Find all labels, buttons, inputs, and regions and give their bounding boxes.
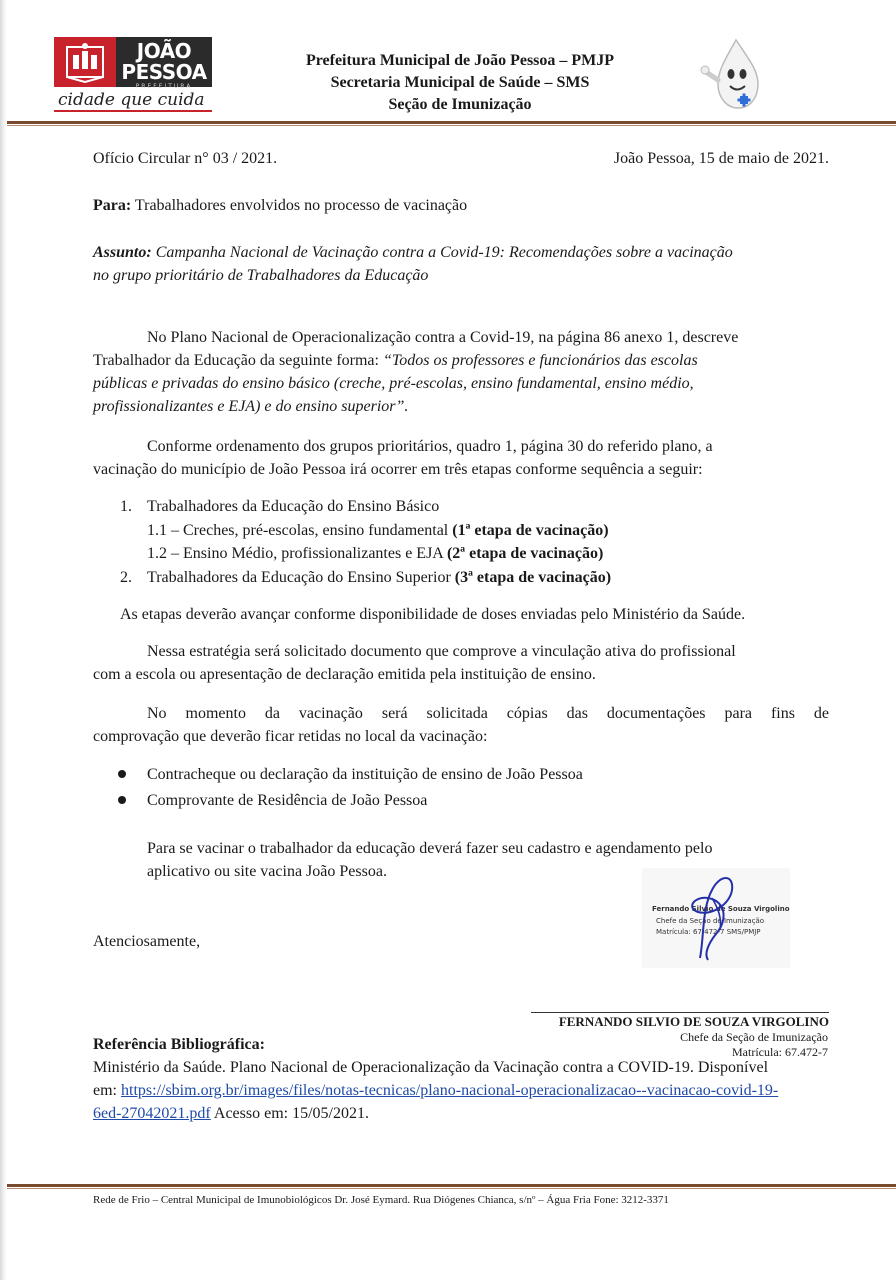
logo-tagline: cidade que cuida <box>58 90 205 110</box>
reference-link[interactable]: https://sbim.org.br/images/files/notas-tecnicas/plano-nacional-operacionalizacao--vacinacao-covid-19- <box>121 1082 779 1099</box>
list-subitem-1-2-stage: (2ª etapa de vacinação) <box>446 545 604 562</box>
list-item-2-number: 2. <box>120 569 132 586</box>
paragraph1-line2 <box>93 349 698 372</box>
paragraph4-line1: Nessa estratégia será solicitado documento que comprove a vinculação ativa do profissional <box>147 643 736 660</box>
list-subitem-1-1-stage: (1ª etapa de vacinação) <box>452 522 609 539</box>
list-subitem-1-2 <box>147 542 603 565</box>
bullet-icon <box>118 770 126 778</box>
paragraph6-line1: Para se vacinar o trabalhador da educação deverá fazer seu cadastro e agendamento pelo <box>147 840 713 857</box>
list-item-1-number: 1. <box>120 498 132 515</box>
reference-link-continued[interactable]: 6ed-27042021.pdf <box>93 1105 211 1122</box>
paragraph3: As etapas deverão avançar conforme disponibilidade de doses enviadas pelo Ministério da Saúde. <box>120 606 746 623</box>
paragraph1-line1: No Plano Nacional de Operacionalização contra a Covid-19, na página 86 anexo 1, descreve <box>147 329 739 346</box>
reference-line2 <box>93 1079 778 1102</box>
paragraph1-line4: profissionalizantes e EJA) e do ensino superior”. <box>93 398 409 415</box>
doc-date: João Pessoa, 15 de maio de 2021. <box>613 150 829 167</box>
stamp-name: Fernando Silvio de Souza Virgolino <box>652 905 790 913</box>
stamp-registration: Matrícula: 67.472-7 SMS/PMJP <box>656 928 761 936</box>
list-subitem-1-1-text: 1.1 – Creches, pré-escolas, ensino fundamental <box>147 522 453 539</box>
signature-line <box>531 1012 829 1013</box>
subject-line2: no grupo prioritário de Trabalhadores da Educação <box>93 267 429 284</box>
page-edge-shadow <box>0 0 7 1280</box>
footer-address: Rede de Frio – Central Municipal de Imunobiológicos Dr. José Eymard. Rua Diógenes Chianca, s/nº – Água Fria Fone: 3212-3371 <box>93 1194 669 1206</box>
signatory-name: FERNANDO SILVIO DE SOUZA VIRGOLINO <box>558 1014 829 1029</box>
header-title-line1: Prefeitura Municipal de João Pessoa – PMJP <box>305 52 615 69</box>
recipient-text: Trabalhadores envolvidos no processo de vacinação <box>131 197 468 214</box>
recipient-line <box>93 194 467 217</box>
signatory-role: Chefe da Seção de Imunização <box>680 1030 828 1044</box>
bullet-icon <box>118 796 126 804</box>
handwritten-signature-icon <box>642 868 790 968</box>
subject-line1 <box>93 241 829 264</box>
list-subitem-1-1 <box>147 519 609 542</box>
paragraph6-line2: aplicativo ou site vacina João Pessoa. <box>147 863 387 880</box>
footer-divider <box>7 1184 896 1187</box>
stamp-role: Chefe da Seção de Imunização <box>656 917 765 925</box>
paragraph2-line1: Conforme ordenamento dos grupos prioritários, quadro 1, página 30 do referido plano, a <box>147 438 713 455</box>
paragraph1-line2-a: Trabalhador da Educação da seguinte forma: <box>93 352 383 369</box>
list-subitem-1-2-text: 1.2 – Ensino Médio, profissionalizantes e EJA <box>147 545 447 562</box>
bullet-item-1: Contracheque ou declaração da instituição de ensino de João Pessoa <box>147 766 583 783</box>
list-item-2-stage: (3ª etapa de vacinação) <box>454 569 612 586</box>
city-logo <box>54 37 212 90</box>
doc-number: Ofício Circular n° 03 / 2021. <box>93 150 278 167</box>
paragraph4-line2: com a escola ou apresentação de declaração emitida pela instituição de ensino. <box>93 666 596 683</box>
signature-stamp <box>642 868 790 968</box>
bullet-item-2: Comprovante de Residência de João Pessoa <box>147 792 428 809</box>
signatory-registration: Matrícula: 67.472-7 <box>732 1045 828 1059</box>
subject-label: Assunto: <box>93 244 152 261</box>
reference-access-date: Acesso em: 15/05/2021. <box>210 1105 369 1122</box>
footer-divider-thin <box>7 1188 896 1189</box>
reference-heading: Referência Bibliográfica: <box>93 1036 265 1053</box>
paragraph1-line3: públicas e privadas do ensino básico (creche, pré-escolas, ensino fundamental, ensino médio, <box>93 375 694 392</box>
header-divider-thin <box>7 125 896 126</box>
reference-line3 <box>93 1102 369 1125</box>
closing: Atenciosamente, <box>93 933 201 950</box>
subject-text: Campanha Nacional de Vacinação contra a Covid-19: Recomendações sobre a vacinação <box>151 244 733 261</box>
list-item-2-text: Trabalhadores da Educação do Ensino Superior <box>147 569 455 586</box>
header-title-line2: Secretaria Municipal de Saúde – SMS <box>330 74 590 91</box>
vaccine-drop-mascot-icon <box>696 36 776 116</box>
paragraph1-line2-b: “Todos os professores e funcionários das escolas <box>382 352 698 369</box>
logo-underline <box>54 110 212 112</box>
header-divider <box>7 121 896 124</box>
paragraph5-line2: comprovação que deverão ficar retidas no local da vacinação: <box>93 728 488 745</box>
logo-wordmark: JOÃO PESSOA PREFEITURA <box>116 37 212 87</box>
paragraph5-line1: No momento da vacinação será solicitada cópias das documentações para fins de <box>147 705 829 722</box>
coat-of-arms-icon <box>54 37 116 87</box>
paragraph2-line2: vacinação do município de João Pessoa irá ocorrer em três etapas conforme sequência a seguir: <box>93 461 703 478</box>
header-title <box>250 50 670 116</box>
reference-line2-prefix: em: <box>93 1082 121 1099</box>
list-item-2 <box>147 566 611 589</box>
recipient-label: Para: <box>93 197 132 214</box>
doc-number-date-row <box>93 150 829 168</box>
header-title-line3: Seção de Imunização <box>388 96 532 113</box>
reference-line1: Ministério da Saúde. Plano Nacional de Operacionalização da Vacinação contra a COVID-19. Disponível <box>93 1059 769 1076</box>
list-item-1: Trabalhadores da Educação do Ensino Básico <box>147 498 440 515</box>
